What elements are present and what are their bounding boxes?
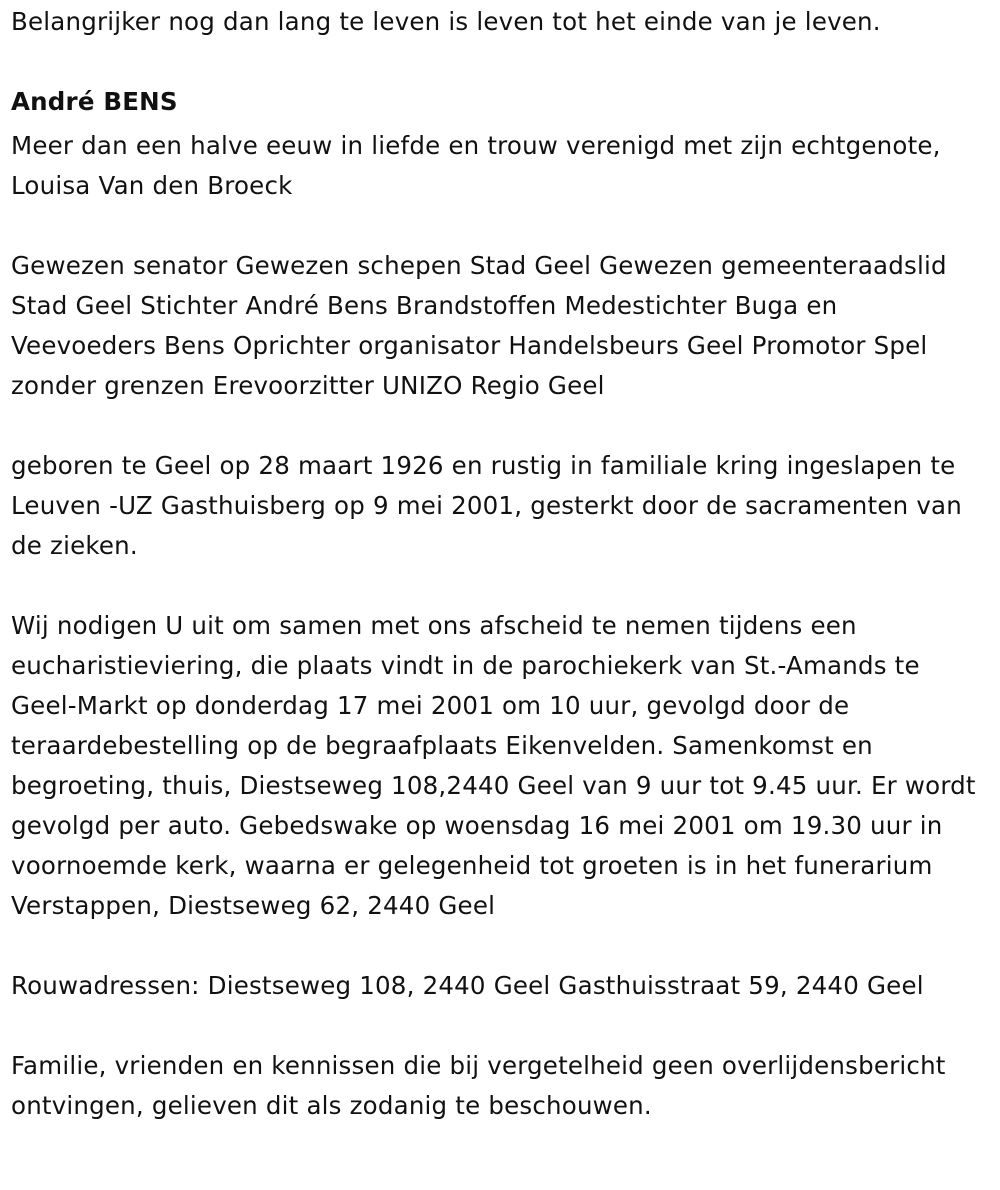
- birth-death-text: geboren te Geel op 28 maart 1926 en rustig in familiale kring ingeslapen te Leuven -UZ Gasthuisberg op 9 mei 2001, gesterkt door de sacramenten van de zieken.: [11, 451, 962, 560]
- addresses-text: Rouwadressen: Diestseweg 108, 2440 Geel Gasthuisstraat 59, 2440 Geel: [11, 971, 924, 1000]
- spouse-text: Meer dan een halve eeuw in liefde en trouw verenigd met zijn echtgenote, Louisa Van den Broeck: [11, 131, 941, 200]
- deceased-name-heading: André BENS: [11, 87, 178, 116]
- motto-text: Belangrijker nog dan lang te leven is leven tot het einde van je leven.: [11, 7, 881, 36]
- ceremony-text: Wij nodigen U uit om samen met ons afscheid te nemen tijdens een eucharistieviering, die plaats vindt in de parochiekerk van St.-Amands te Geel-Markt op donderdag 17 mei 2001 om 10 uur, gevolgd door de teraardebestelling op de begraafplaats Eikenvelden. Samenkomst en begroeting, thuis, Diestseweg 108,2440 Geel van 9 uur tot 9.45 uur. Er wordt gevolgd per auto. Gebedswake op woensdag 16 mei 2001 om 19.30 uur in voornoemde kerk, waarna er gelegenheid tot groeten is in het funerarium Verstappen, Diestseweg 62, 2440 Geel: [11, 611, 976, 920]
- closing-text: Familie, vrienden en kennissen die bij vergetelheid geen overlijdensbericht ontvingen, gelieven dit als zodanig te beschouwen.: [11, 1051, 946, 1120]
- titles-text: Gewezen senator Gewezen schepen Stad Geel Gewezen gemeenteraadslid Stad Geel Stichter André Bens Brandstoffen Medestichter Buga en Veevoeders Bens Oprichter organisator Handelsbeurs Geel Promotor Spel zonder grenzen Erevoorzitter UNIZO Regio Geel: [11, 251, 947, 400]
